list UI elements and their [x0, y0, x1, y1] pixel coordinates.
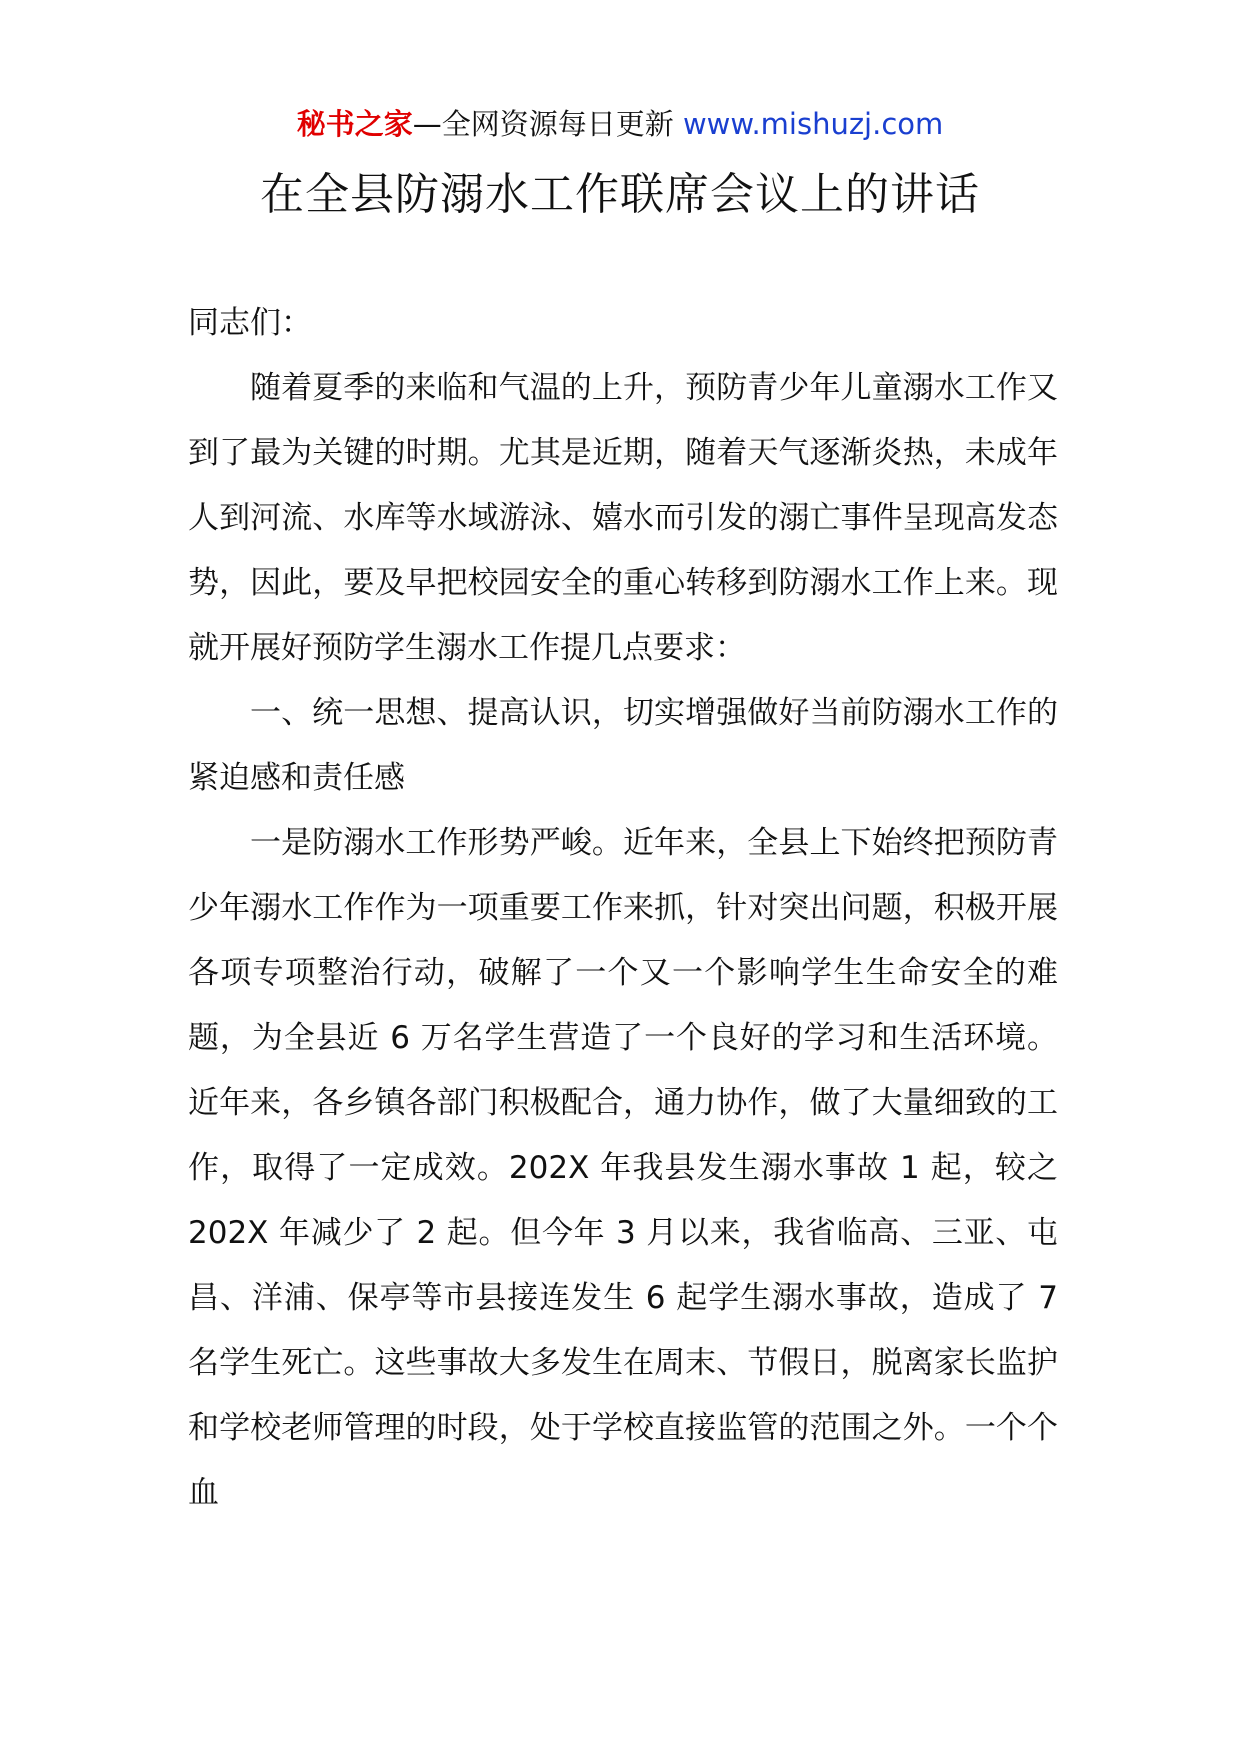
brand-name: 秘书之家 — [296, 107, 413, 141]
banner-slogan: —全网资源每日更新 — [412, 107, 683, 141]
site-banner — [0, 100, 1240, 148]
document-body — [188, 291, 1058, 1526]
section-heading-one: 一、统一思想、提高认识，切实增强做好当前防溺水工作的紧迫感和责任感 — [188, 695, 1058, 796]
document-title: 在全县防溺水工作联席会议上的讲话 — [260, 169, 980, 220]
salutation: 同志们： — [188, 305, 312, 341]
paragraph-situation: 一是防溺水工作形势严峻。近年来，全县上下始终把预防青少年溺水工作作为一项重要工作来抓，针对突出问题，积极开展各项专项整治行动，破解了一个又一个影响学生生命安全的难题，为全县近 6 万名学生营造了一个良好的学习和生活环境。近年来，各乡镇各部门积极配合，通力协作，做了大量细致的工作，取得了一定成效。202X 年我县发生溺水事故 1 起，较之 202X 年减少了 2 起。但今年 3 月以来，我省临高、三亚、屯昌、洋浦、保亭等市县接连发生 6 起学生溺水事故，造成了 7 名学生死亡。这些事故大多发生在周末、节假日，脱离家长监护和学校老师管理的时段，处于学校直接监管的范围之外。一个个血 — [188, 825, 1058, 1511]
site-url-link[interactable]: www.mishuzj.com — [682, 107, 944, 141]
paragraph-intro: 随着夏季的来临和气温的上升，预防青少年儿童溺水工作又到了最为关键的时期。尤其是近期，随着天气逐渐炎热，未成年人到河流、水库等水域游泳、嬉水而引发的溺亡事件呈现高发态势，因此，要及早把校园安全的重心转移到防溺水工作上来。现就开展好预防学生溺水工作提几点要求： — [188, 370, 1058, 666]
